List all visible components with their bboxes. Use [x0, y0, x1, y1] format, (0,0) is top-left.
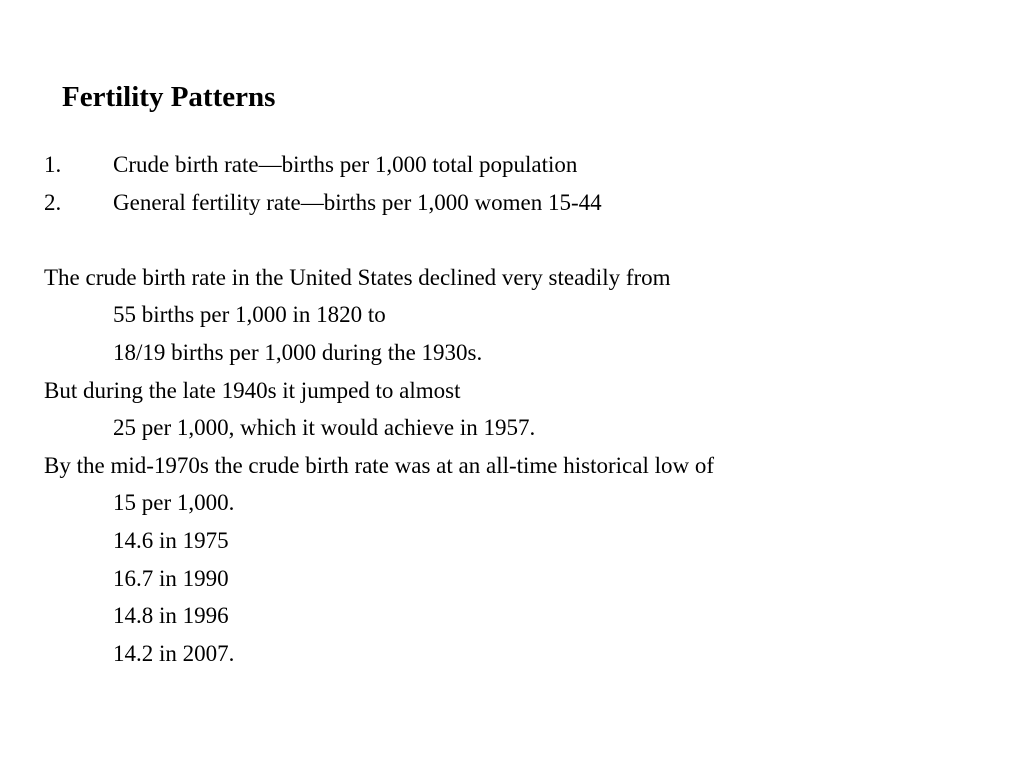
- paragraph-line-indented: 55 births per 1,000 in 1820 to: [113, 302, 386, 328]
- paragraph-line: By the mid-1970s the crude birth rate was at an all-time historical low of: [44, 452, 715, 478]
- spacer: [44, 221, 714, 259]
- paragraph-line-indented: 16.7 in 1990: [113, 565, 229, 591]
- item-number: 1.: [44, 152, 62, 177]
- item-number: 2.: [44, 189, 62, 215]
- numbered-item-1: [44, 146, 714, 184]
- numbered-item-2: [44, 184, 714, 222]
- paragraph-line-indented: 25 per 1,000, which it would achieve in 1957.: [113, 415, 536, 441]
- paragraph-line: But during the late 1940s it jumped to almost: [44, 377, 461, 403]
- paragraph-line-indented: 14.2 in 2007.: [113, 640, 235, 666]
- paragraph-line-indented: 14.6 in 1975: [113, 527, 229, 553]
- item-text: Crude birth rate—births per 1,000 total population: [113, 152, 578, 177]
- paragraph-line-indented: 15 per 1,000.: [113, 490, 235, 516]
- paragraph-line-indented: 18/19 births per 1,000 during the 1930s.: [113, 339, 483, 365]
- paragraph-line: The crude birth rate in the United States declined very steadily from: [44, 264, 671, 290]
- slide-title: Fertility Patterns: [62, 81, 276, 113]
- item-text: General fertility rate—births per 1,000 women 15-44: [113, 189, 602, 215]
- slide-body: [44, 146, 714, 672]
- paragraph-line-indented: 14.8 in 1996: [113, 603, 229, 629]
